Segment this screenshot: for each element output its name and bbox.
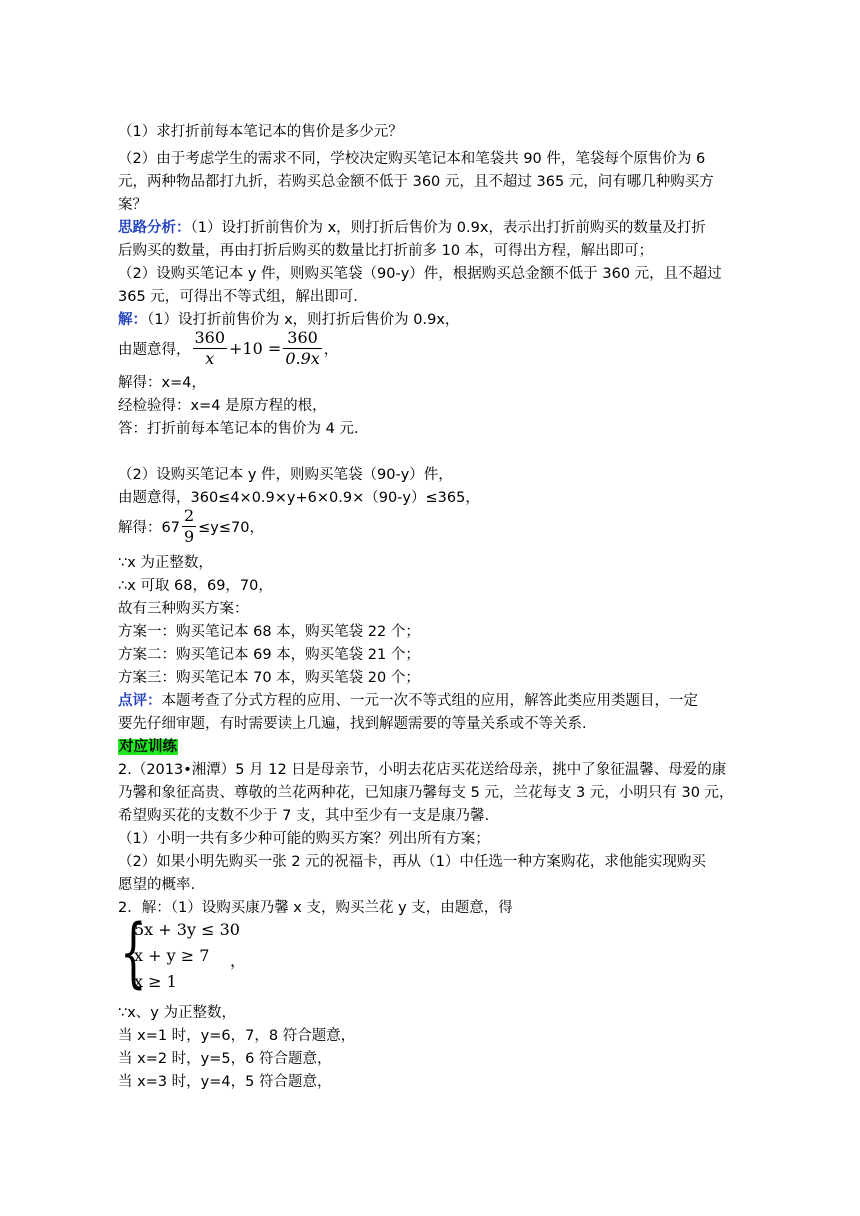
training-heading	[118, 737, 178, 757]
since-statement: ∵x 为正整数，	[118, 555, 213, 571]
question-2-line-2: 元，两种物品都打九折，若购买总金额不低于 360 元，且不超过 365 元，问有哪几种购买方	[118, 174, 714, 190]
solution-2-intro: 2．解：（1）设购买康乃馨 x 支，购买兰花 y 支，由题意，得	[118, 900, 513, 916]
equation-suffix: ，	[323, 342, 339, 358]
problem-2-question-2-line-2: 愿望的概率.	[118, 877, 196, 893]
fraction-right-denominator: 0.9x	[285, 349, 320, 368]
case-x-1: 当 x=1 时，y=6，7，8 符合题意，	[118, 1028, 356, 1044]
case-x-3: 当 x=3 时，y=4，5 符合题意，	[118, 1074, 332, 1090]
inequality-line: 由题意得，360≤4×0.9×y+6×0.9×（90-y）≤365，	[118, 490, 480, 506]
question-2-line-3: 案？	[118, 197, 147, 213]
solve-y-prefix: 解得：67	[118, 520, 180, 536]
system-row-3: x ≥ 1	[134, 972, 177, 991]
question-2-line-1: （2）由于考虑学生的需求不同，学校决定购买笔记本和笔袋共 90 件，笔袋每个原售价为 6	[118, 151, 706, 167]
analysis-text-1: （1）设打折前售价为 x，则打折后售价为 0.9x，表示出打折前购买的数量及打折	[190, 220, 706, 236]
question-1: （1）求打折前每本笔记本的售价是多少元？	[118, 124, 403, 140]
problem-2-question-1: （1）小明一共有多少种可能的购买方案？列出所有方案；	[118, 831, 490, 847]
problem-2-question-2-line-1: （2）如果小明先购买一张 2 元的祝福卡，再从（1）中任选一种方案购花，求他能实现购买	[118, 854, 706, 870]
equation-prefix: 由题意得，	[118, 342, 191, 358]
mixed-fraction-numerator: 2	[183, 506, 195, 525]
training-label: 对应训练	[119, 739, 177, 755]
mixed-fraction	[182, 506, 196, 547]
comment-label: 点评：	[118, 693, 162, 709]
solve-y-suffix: ≤y≤70，	[198, 520, 264, 536]
analysis-label: 思路分析：	[118, 220, 191, 236]
fraction-right	[283, 328, 321, 369]
system-row-1: 5x + 3y ≤ 30	[134, 920, 240, 939]
system-comma: ，	[230, 951, 247, 970]
problem-2-line-3: 希望购买花的支数不少于 7 支，其中至少有一支是康乃馨.	[118, 808, 490, 824]
comment-line-2: 要先仔细审题，有时需要读上几遍，找到解题需要的等量关系或不等关系.	[118, 716, 587, 732]
plan-1: 方案一：购买笔记本 68 本，购买笔袋 22 个；	[118, 624, 420, 640]
solution-2-setup: （2）设购买笔记本 y 件，则购买笔袋（90-y）件，	[118, 467, 453, 483]
solve-x: 解得：x=4，	[118, 375, 206, 391]
plans-intro: 故有三种购买方案：	[118, 601, 249, 617]
analysis-line-2: 后购买的数量，再由打折后购买的数量比打折前多 10 本，可得出方程，解出即可；	[118, 243, 654, 259]
problem-2-line-2: 乃馨和象征高贵、尊敬的兰花两种花，已知康乃馨每支 5 元，兰花每支 3 元，小明只有 30 元，	[118, 785, 734, 801]
case-x-2: 当 x=2 时，y=5，6 符合题意，	[118, 1051, 332, 1067]
problem-2-line-1: 2.（2013•湘潭）5 月 12 日是母亲节，小明去花店买花送给母亲，挑中了象征温馨、母爱的康	[118, 762, 727, 778]
verification: 经检验得：x=4 是原方程的根，	[118, 398, 327, 414]
fraction-right-numerator: 360	[283, 328, 321, 349]
comment-line-1	[118, 691, 698, 711]
answer-1: 答：打折前每本笔记本的售价为 4 元.	[118, 421, 359, 437]
plan-3: 方案三：购买笔记本 70 本，购买笔袋 20 个；	[118, 670, 420, 686]
analysis-line-1	[118, 218, 706, 238]
analysis-line-3: （2）设购买笔记本 y 件，则购买笔袋（90-y）件，根据购买总金额不低于 360 元，且不超过	[118, 266, 722, 282]
inequality-system	[120, 907, 320, 996]
solution-line-1	[118, 310, 459, 330]
fraction-left-numerator: 360	[194, 328, 226, 347]
fraction-left	[193, 328, 228, 369]
analysis-line-4: 365 元，可得出不等式组，解出即可.	[118, 289, 358, 305]
solution-2-since: ∵x、y 为正整数，	[118, 1005, 236, 1021]
fraction-left-denominator: x	[205, 349, 215, 368]
solution-label: 解：	[118, 312, 147, 328]
fraction-equation	[118, 328, 338, 369]
solve-y-line	[118, 506, 264, 547]
solution-text-1: （1）设打折前售价为 x，则打折后售价为 0.9x，	[147, 312, 460, 328]
plan-2: 方案二：购买笔记本 69 本，购买笔袋 21 个；	[118, 647, 420, 663]
equation-middle: +10 =	[229, 339, 282, 358]
therefore-statement: ∴x 可取 68，69，70，	[118, 578, 273, 594]
mixed-fraction-denominator: 9	[183, 527, 195, 546]
system-row-2: x + y ≥ 7	[134, 946, 210, 965]
left-brace-icon: {	[120, 907, 147, 996]
comment-text-1: 本题考查了分式方程的应用、一元一次不等式组的应用，解答此类应用类题目，一定	[161, 693, 698, 709]
